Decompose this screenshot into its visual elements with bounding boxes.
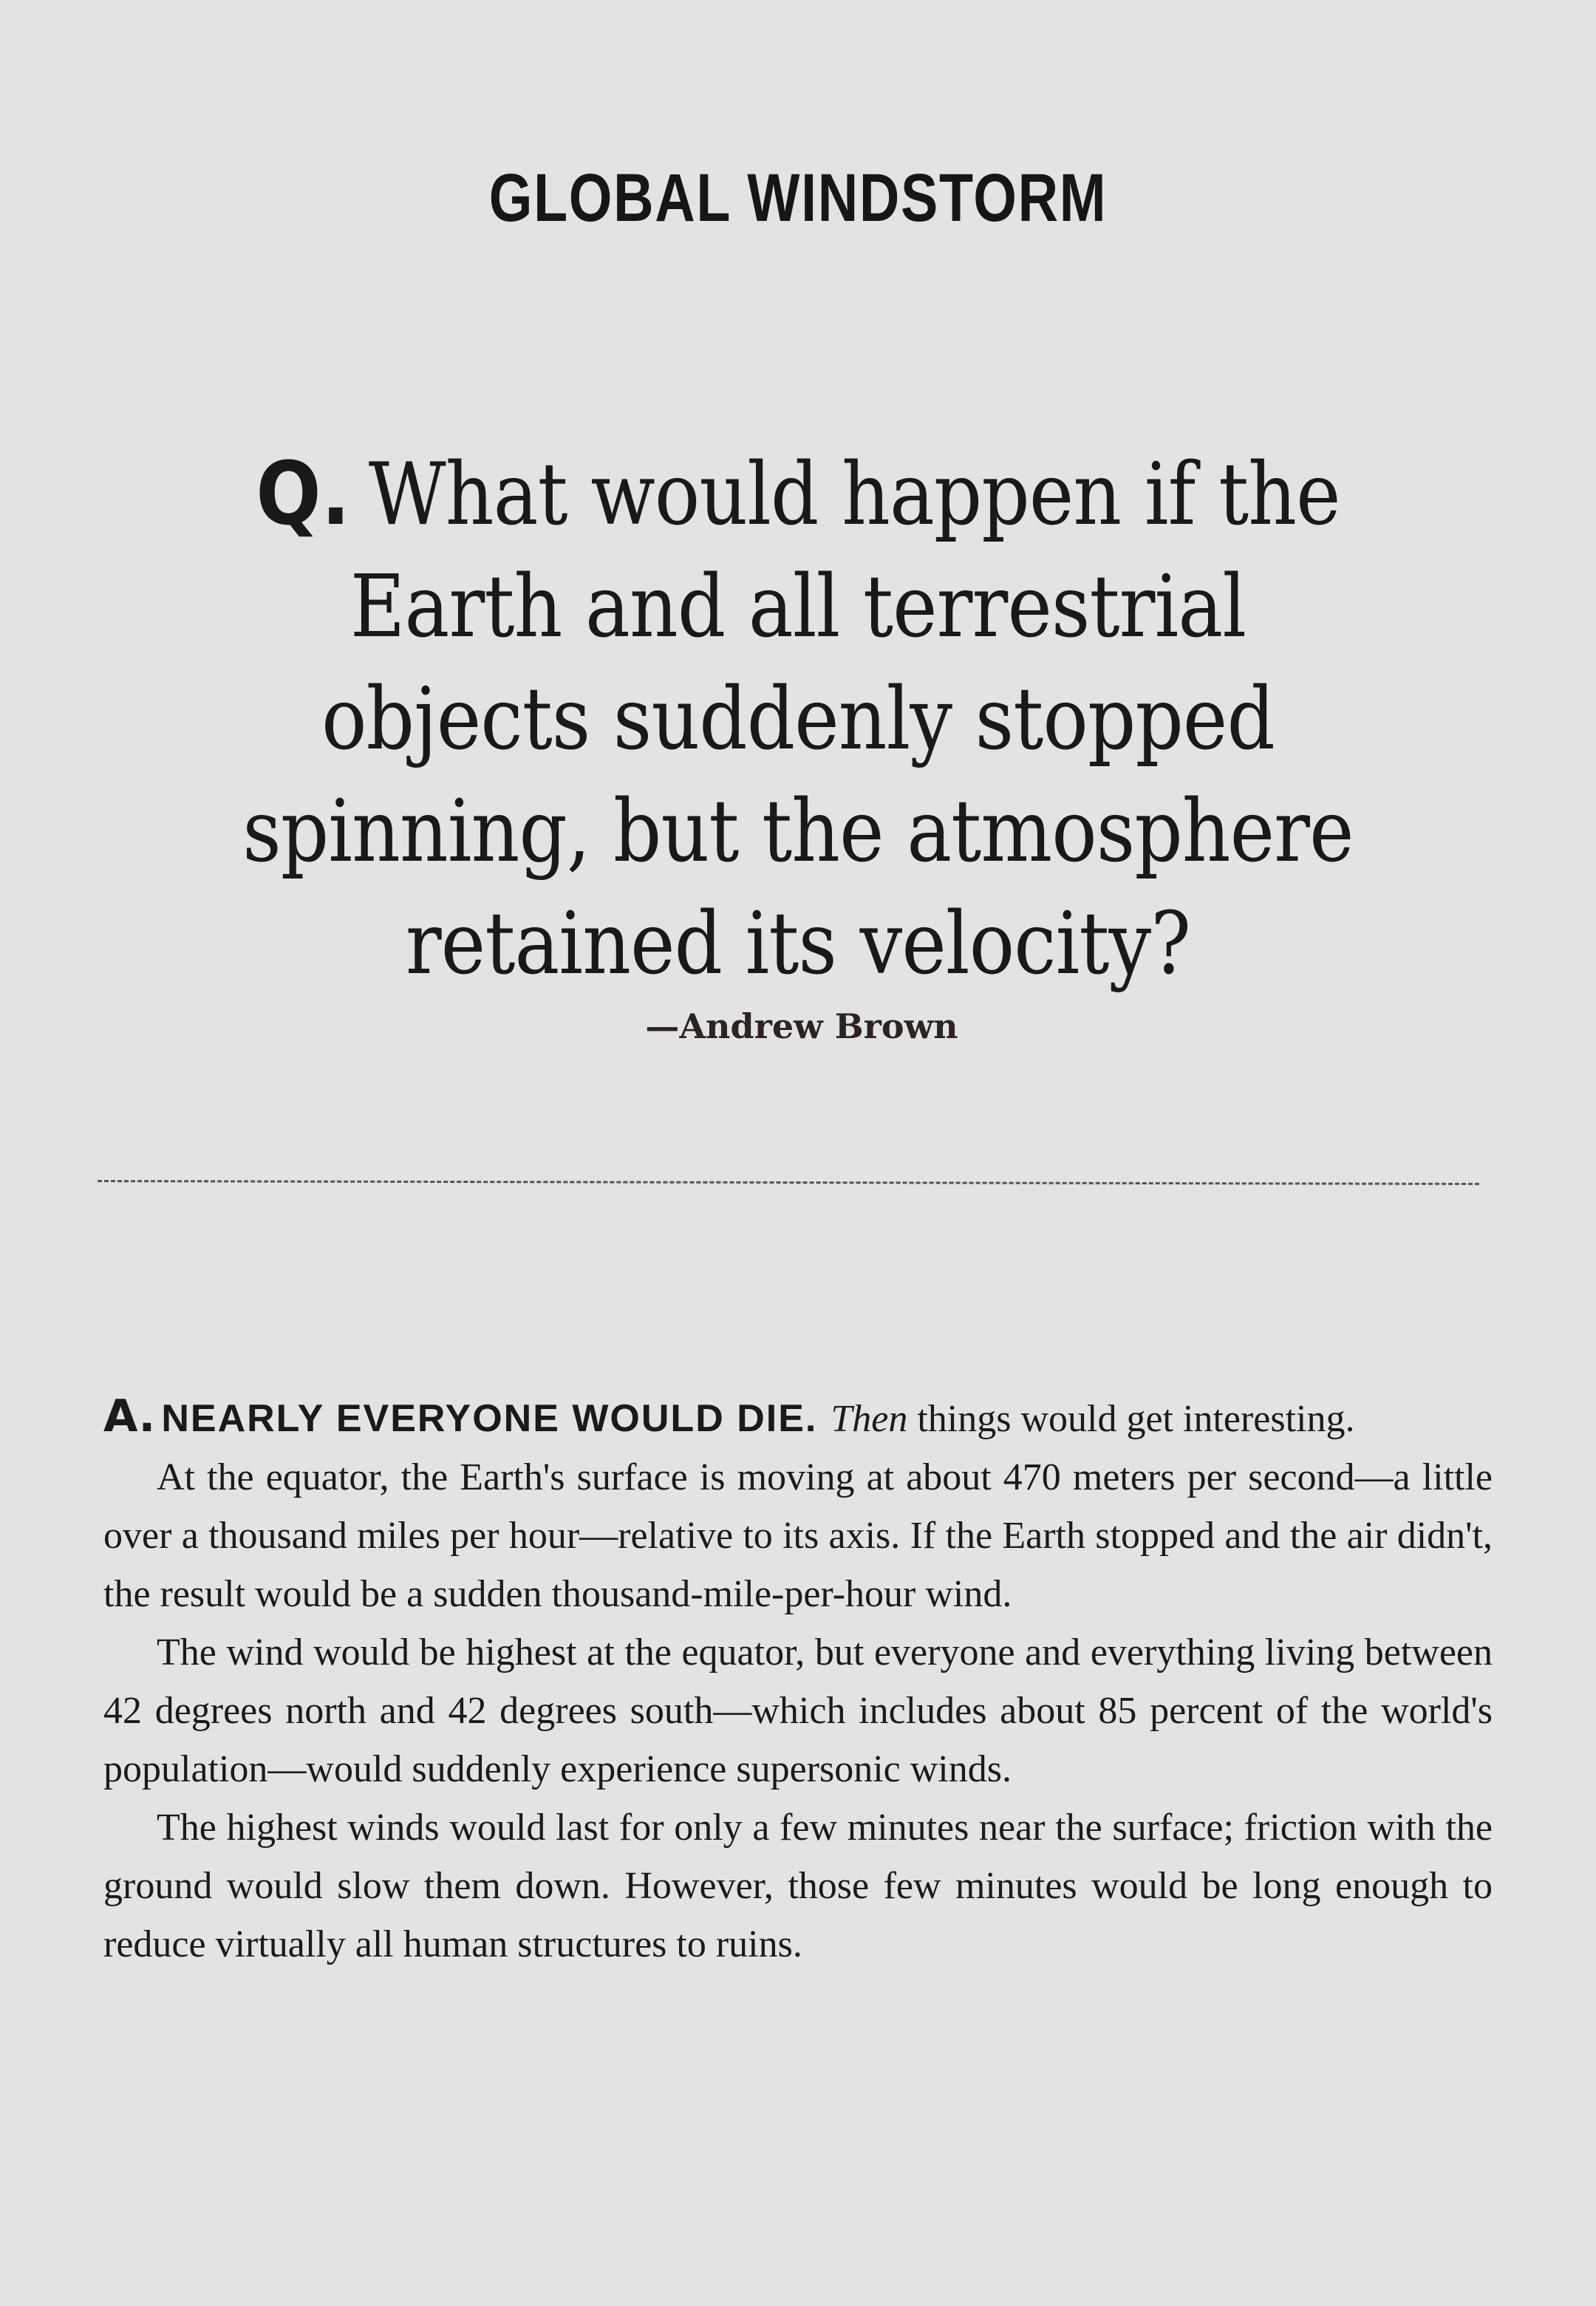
question-marker: Q.	[256, 443, 351, 545]
answer-paragraph: At the equator, the Earth's surface is moving at about 470 meters per second—a little over a thousand miles per hour—relative to its axis. If the Earth stopped and the air didn't, the result would be a sudden thousand-mile-per-hour wind.	[103, 1456, 1493, 1615]
answer-lead-paragraph	[103, 1388, 1493, 1448]
question-attribution: —Andrew Brown	[645, 1006, 958, 1046]
answer-paragraph: The highest winds would last for only a few minutes near the surface; friction with the ground would slow them down. However, those few minutes would be long enough to reduce virtually all human structures to ruins.	[103, 1807, 1493, 1965]
answer-marker: A.	[103, 1391, 156, 1442]
dashed-divider	[98, 1180, 1479, 1185]
question-block	[213, 437, 1383, 1000]
answer-lead-italic: Then	[831, 1398, 908, 1440]
answer-block	[103, 1388, 1493, 1974]
answer-lead-text: things would get interesting.	[907, 1398, 1355, 1440]
page-title: GLOBAL WINDSTORM	[488, 160, 1108, 236]
answer-heading: NEARLY EVERYONE WOULD DIE.	[161, 1397, 818, 1440]
question-text: What would happen if the Earth and all terrestrial objects suddenly stopped spinning, but the atmosphere retained its velocity?	[242, 445, 1354, 994]
answer-paragraph: The wind would be highest at the equator, but everyone and everything living between 42 degrees north and 42 degrees south—which includes about 85 percent of the world's population—would suddenly experience supersonic winds.	[103, 1631, 1493, 1790]
